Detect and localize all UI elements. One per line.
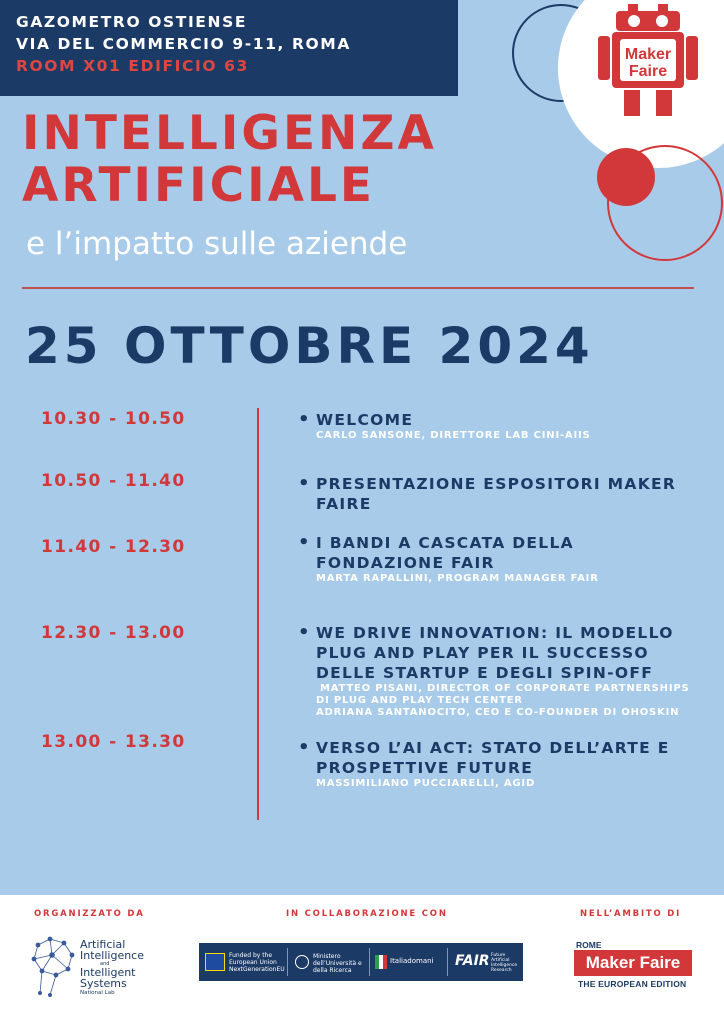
- agenda-item: [316, 623, 708, 719]
- agenda-title: PRESENTAZIONE ESPOSITORI MAKER FAIRE: [316, 475, 677, 513]
- collaboration-label: IN COLLABORAZIONE CON: [286, 909, 448, 919]
- aiis-line4: Systems: [80, 977, 127, 990]
- agenda-speaker: MASSIMILIANO PUCCIARELLI, AGID: [316, 778, 536, 789]
- agenda-bullet: •: [298, 737, 310, 758]
- partner-fair: FAIR: [455, 953, 490, 969]
- agenda-item: [316, 533, 616, 585]
- eu-flag-icon: [205, 953, 225, 971]
- timeline-divider: [257, 408, 259, 820]
- agenda-item: [316, 738, 708, 790]
- sponsor-footer: [0, 895, 724, 1024]
- partner-separator: [287, 948, 288, 976]
- mfr-logo-name: Maker Faire: [576, 952, 690, 974]
- italia-flag-icon: [375, 955, 387, 969]
- partner-fair-sub: Future Artificial Intelligence Research: [491, 953, 518, 973]
- agenda-title: WE DRIVE INNOVATION: IL MODELLO PLUG AND PLAY PER IL SUCCESSO DELLE STARTUP E DEGLI SPIN-OFF: [316, 624, 674, 682]
- agenda-time: 12.30 - 13.00: [41, 623, 186, 643]
- aiis-line3: Intelligent: [80, 966, 136, 979]
- decorative-red-dot: [597, 148, 655, 206]
- agenda-time: 11.40 - 12.30: [41, 537, 186, 557]
- partner-italiadomani: Italiadomani: [390, 957, 434, 965]
- maker-faire-robot-logo: [598, 4, 698, 116]
- aiis-line1: Artificial: [80, 938, 126, 951]
- agenda-speaker: ADRIANA SANTANOCITO, CEO E CO-FOUNDER DI OHOSKIN: [316, 707, 680, 718]
- aiis-brain-icon: [30, 935, 78, 999]
- mfr-logo-box: [574, 950, 692, 976]
- agenda-time: 10.50 - 11.40: [41, 471, 186, 491]
- ministero-emblem-icon: [295, 955, 309, 969]
- event-title-line2: ARTIFICIALE: [22, 158, 376, 213]
- venue-header: [0, 0, 458, 96]
- aiis-line2: Intelligence: [80, 949, 145, 962]
- venue-room: ROOM X01 EDIFICIO 63: [16, 57, 249, 75]
- agenda-speaker: DI PLUG AND PLAY TECH CENTER: [316, 695, 523, 706]
- event-title: [22, 108, 437, 212]
- agenda-title: I BANDI A CASCATA DELLA FONDAZIONE FAIR: [316, 534, 574, 572]
- partner-logo-bar: [199, 943, 523, 981]
- agenda-bullet: •: [298, 622, 310, 643]
- venue-address: VIA DEL COMMERCIO 9-11, ROMA: [16, 35, 351, 53]
- agenda-speaker: CARLO SANSONE, DIRETTORE LAB CINI-AIIS: [316, 430, 591, 441]
- logo-text-faire: Faire: [628, 63, 668, 80]
- venue-name: GAZOMETRO OSTIENSE: [16, 13, 248, 31]
- aiis-and: and: [100, 961, 110, 967]
- agenda-time: 13.00 - 13.30: [41, 732, 186, 752]
- agenda-time: 10.30 - 10.50: [41, 409, 186, 429]
- mfr-rome-label: ROME: [576, 940, 602, 950]
- agenda-bullet: •: [298, 409, 310, 430]
- partner-separator: [447, 948, 448, 976]
- event-title-line1: INTELLIGENZA: [22, 106, 437, 161]
- agenda-title: VERSO L’AI ACT: STATO DELL’ARTE E PROSPETTIVE FUTURE: [316, 739, 670, 777]
- event-subtitle: e l’impatto sulle aziende: [26, 226, 408, 262]
- mfr-edition: THE EUROPEAN EDITION: [578, 979, 687, 989]
- agenda-bullet: •: [298, 473, 310, 494]
- aiis-national-lab: National Lab: [80, 990, 115, 996]
- organized-by-label: ORGANIZZATO DA: [34, 909, 145, 919]
- agenda-bullet: •: [298, 532, 310, 553]
- event-date: 25 OTTOBRE 2024: [25, 317, 594, 375]
- agenda-item: [316, 410, 716, 442]
- agenda-item: [316, 474, 706, 514]
- aiis-logo-text: [80, 939, 144, 998]
- partner-separator: [369, 948, 370, 976]
- agenda-speaker: MARTA RAPALLINI, PROGRAM MANAGER FAIR: [316, 573, 599, 584]
- logo-text-maker: Maker: [624, 46, 672, 63]
- agenda-speaker: MATTEO PISANI, DIRECTOR OF CORPORATE PARTNERSHIPS: [320, 683, 690, 694]
- partner-eu: Funded by the European Union NextGenerationEU: [229, 952, 285, 973]
- agenda-title: WELCOME: [316, 411, 414, 429]
- partner-ministero: Ministero dell’Università e della Ricerca: [313, 953, 362, 974]
- context-label: NELL’AMBITO DI: [580, 909, 682, 919]
- title-divider: [22, 287, 694, 289]
